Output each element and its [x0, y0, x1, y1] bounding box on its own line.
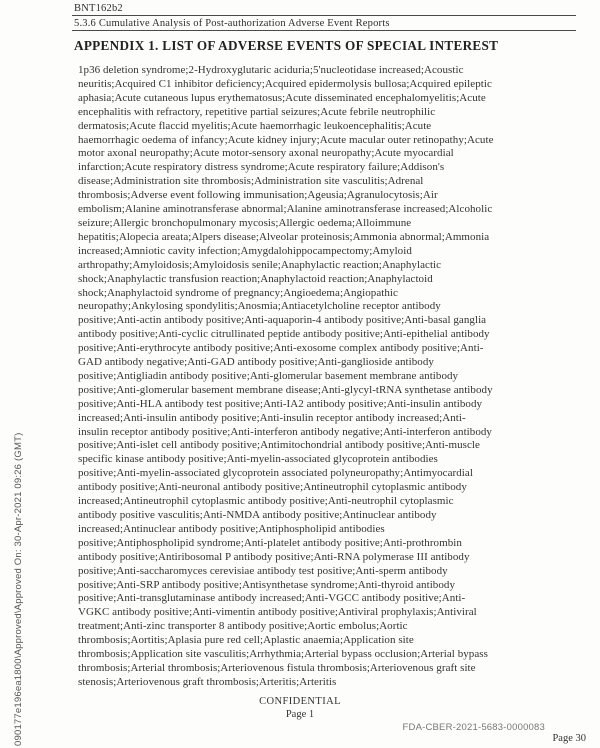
document-id: BNT162b2: [74, 3, 123, 14]
body-text-line: positive;Anti-HLA antibody test positive;Anti-IA2 antibody positive;Anti-insulin antibody: [78, 397, 483, 410]
body-text-line: shock;Anaphylactoid syndrome of pregnancy;Angioedema;Angiopathic: [78, 286, 398, 299]
approval-stamp-vertical: 090177e196ea1800\Approved\Approved On: 30-Apr-2021 09:26 (GMT): [13, 432, 24, 746]
body-text-line: infarction;Acute respiratory distress syndrome;Acute respiratory failure;Addison's: [78, 161, 445, 174]
body-text-line: disease;Administration site thrombosis;Administration site vasculitis;Adrenal: [78, 175, 424, 188]
body-text-line: antibody positive;Antiribosomal P antibody positive;Anti-RNA polymerase III antibody: [78, 550, 470, 563]
body-text-line: insulin receptor antibody positive;Anti-interferon antibody negative;Anti-interferon antibody: [78, 425, 492, 438]
body-text-line: 1p36 deletion syndrome;2-Hydroxyglutaric aciduria;5'nucleotidase increased;Acoustic: [78, 64, 464, 76]
body-text-line: neuropathy;Ankylosing spondylitis;Anosmia;Antiacetylcholine receptor antibody: [78, 300, 441, 313]
body-text-line: positive;Anti-glomerular basement membrane disease;Anti-glycyl-tRNA synthetase antibody: [78, 383, 493, 396]
document-subtitle: 5.3.6 Cumulative Analysis of Post-authorization Adverse Event Reports: [74, 18, 390, 29]
body-text-line: positive;Anti-myelin-associated glycoprotein associated polyneuropathy;Antimyocardial: [78, 467, 473, 480]
header-divider-top: [72, 15, 576, 16]
body-text-line: positive;Anti-transglutaminase antibody increased;Anti-VGCC antibody positive;Anti-: [78, 592, 466, 605]
pdf-page-number: Page 30: [552, 733, 586, 744]
body-text-line: thrombosis;Arterial thrombosis;Arteriovenous fistula thrombosis;Arteriovenous graft site: [78, 661, 476, 674]
fda-cber-stamp: FDA-CBER-2021-5683-0000083: [402, 722, 545, 733]
body-text-line: positive;Anti-islet cell antibody positive;Antimitochondrial antibody positive;Anti-muscle: [78, 439, 480, 452]
body-text-line: specific kinase antibody positive;Anti-myelin-associated glycoprotein antibodies: [78, 453, 438, 466]
body-text-line: positive;Antigliadin antibody positive;Anti-glomerular basement membrane antibody: [78, 369, 459, 382]
body-text-line: embolism;Alanine aminotransferase abnormal;Alanine aminotransferase increased;Alcoholic: [78, 203, 493, 216]
appendix-title: APPENDIX 1. LIST OF ADVERSE EVENTS OF SPECIAL INTEREST: [74, 38, 499, 53]
body-text-line: positive;Antiphospholipid syndrome;Anti-platelet antibody positive;Anti-prothrombin: [78, 536, 462, 549]
body-text-line: antibody positive;Anti-neuronal antibody positive;Antineutrophil cytoplasmic antibody: [78, 481, 467, 494]
body-text-line: hepatitis;Alopecia areata;Alpers disease;Alveolar proteinosis;Ammonia abnormal;Ammonia: [78, 230, 490, 243]
body-text-line: antibody positive vasculitis;Anti-NMDA antibody positive;Antinuclear antibody: [78, 509, 437, 521]
body-text-line: positive;Anti-erythrocyte antibody positive;Anti-exosome complex antibody positive;Anti-: [78, 342, 484, 355]
body-text-line: GAD antibody negative;Anti-GAD antibody positive;Anti-ganglioside antibody: [78, 356, 434, 369]
body-text-line: thrombosis;Application site vasculitis;Arrhythmia;Arterial bypass occlusion;Arterial bypass: [78, 648, 488, 661]
body-text-line: encephalitis with refractory, repetitive partial seizures;Acute febrile neutrophilic: [78, 105, 436, 118]
header-divider-bottom: [72, 30, 576, 31]
body-text-line: treatment;Anti-zinc transporter 8 antibody positive;Aortic embolus;Aortic: [78, 620, 408, 633]
body-text-line: shock;Anaphylactic transfusion reaction;Anaphylactoid reaction;Anaphylactoid: [78, 272, 433, 285]
body-text-line: neuritis;Acquired C1 inhibitor deficiency;Acquired epidermolysis bullosa;Acquired epileptic: [78, 77, 492, 90]
body-text-line: increased;Antineutrophil cytoplasmic antibody positive;Anti-neutrophil cytoplasmic: [78, 495, 454, 508]
body-text-line: seizure;Allergic bronchopulmonary mycosis;Allergic oedema;Alloimmune: [78, 216, 412, 229]
body-text-line: VGKC antibody positive;Anti-vimentin antibody positive;Antiviral prophylaxis;Antiviral: [78, 606, 477, 619]
body-text-line: stenosis;Arteriovenous graft thrombosis;Arteritis;Arteritis: [78, 675, 337, 688]
body-text-line: thrombosis;Aortitis;Aplasia pure red cell;Aplastic anaemia;Application site: [78, 634, 414, 647]
body-text-line: increased;Amniotic cavity infection;Amygdalohippocampectomy;Amyloid: [78, 244, 412, 257]
body-text-line: increased;Anti-insulin antibody positive;Anti-insulin receptor antibody increased;Anti-: [78, 411, 466, 424]
body-text-line: positive;Anti-SRP antibody positive;Antisynthetase syndrome;Anti-thyroid antibody: [78, 578, 456, 591]
body-text-line: antibody positive;Anti-cyclic citrullinated peptide antibody positive;Anti-epithelial antibody: [78, 328, 490, 341]
body-text-line: increased;Antinuclear antibody positive;Antiphospholipid antibodies: [78, 522, 385, 535]
body-text-line: motor axonal neuropathy;Acute motor-sensory axonal neuropathy;Acute myocardial: [78, 147, 454, 160]
body-text-line: arthropathy;Amyloidosis;Amyloidosis senile;Anaphylactic reaction;Anaphylactic: [78, 258, 442, 271]
body-text-line: dermatosis;Acute flaccid myelitis;Acute haemorrhagic leukoencephalitis;Acute: [78, 119, 432, 132]
body-text-line: positive;Anti-saccharomyces cerevisiae antibody test positive;Anti-sperm antibody: [78, 564, 448, 577]
body-text-line: haemorrhagic oedema of infancy;Acute kidney injury;Acute macular outer retinopathy;Acute: [78, 133, 494, 146]
body-text-line: thrombosis;Adverse event following immunisation;Ageusia;Agranulocytosis;Air: [78, 189, 438, 202]
body-text-line: aphasia;Acute cutaneous lupus erythematosus;Acute disseminated encephalomyelitis;Acute: [78, 91, 486, 104]
confidential-label: CONFIDENTIAL: [259, 696, 341, 707]
body-text-line: positive;Anti-actin antibody positive;Anti-aquaporin-4 antibody positive;Anti-basal ganglia: [78, 314, 487, 327]
adverse-events-list: [78, 64, 552, 690]
document-page-label: Page 1: [285, 709, 315, 720]
